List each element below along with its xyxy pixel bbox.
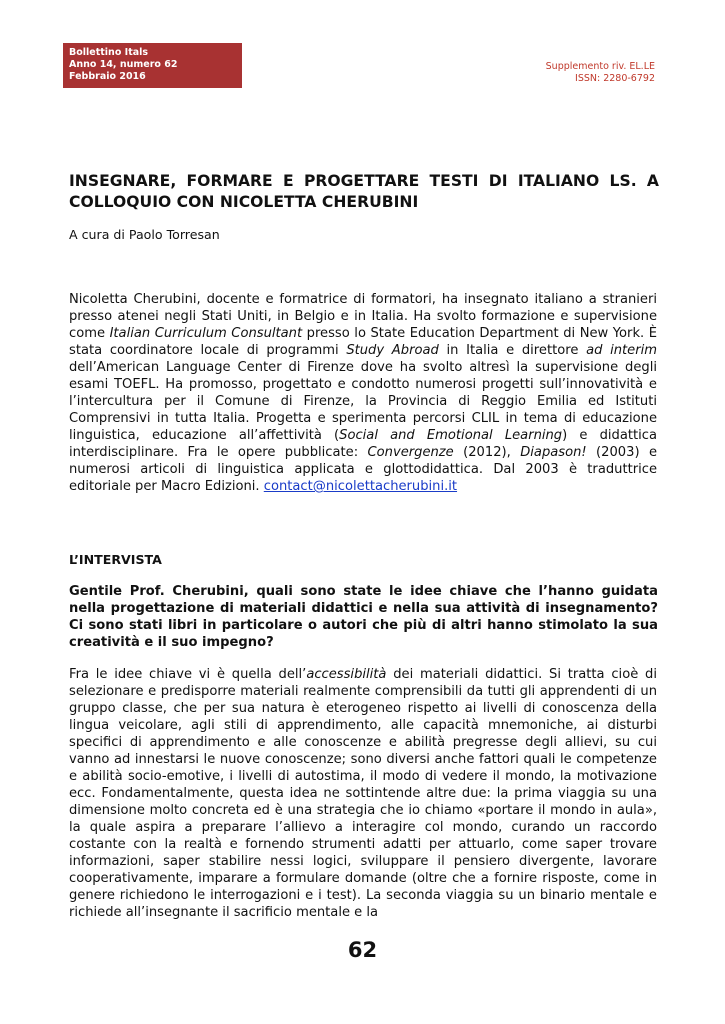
- bio-text: presso lo State Education Department di New York. È stata coordinatore locale di programmi: [69, 326, 658, 358]
- journal-issue: Anno 14, numero 62: [69, 59, 178, 70]
- journal-date: Febbraio 2016: [69, 71, 146, 82]
- section-heading: L’INTERVISTA: [69, 552, 162, 567]
- article-curator: A cura di Paolo Torresan: [69, 227, 220, 242]
- author-email-link[interactable]: contact@nicolettacherubini.it: [263, 479, 458, 494]
- answer-text: Fra le idee chiave vi è quella dell’: [69, 667, 307, 682]
- article-title: INSEGNARE, FORMARE E PROGETTARE TESTI DI ITALIANO LS. A COLLOQUIO CON NICOLETTA CHERUBINI: [69, 172, 659, 211]
- journal-name: Bollettino Itals: [69, 47, 149, 58]
- bio-text: dell’American Language Center di Firenze dove ha svolto altresì la supervisione degli esami TOEFL. Ha promosso, progettato e condotto numerosi progetti sull’innovatività e l’intercultura per il Comune di Firenze, la Provincia di Reggio Emilia ed Istituti Comprensivi in tutta Italia. Progetta e sperimenta percorsi CLIL in tema di educazione linguistica, educazione all’affettività (: [69, 360, 657, 443]
- bio-text: (2012),: [453, 445, 521, 460]
- supplement-name: Supplemento riv. EL.LE: [545, 61, 655, 72]
- author-bio: [69, 291, 657, 495]
- bio-italic: Italian Curriculum Consultant: [109, 326, 303, 341]
- answer-text: dei materiali didattici. Si tratta cioè di selezionare e predisporre materiali realmente comprensibili da tutti gli apprendenti di un gruppo classe, che per sua natura è eterogeneo rispetto ai livelli di conoscenza della lingua veicolare, agli stili di apprendimento, alle capacità mnemoniche, ai disturbi specifici di apprendimento e alle conoscenze e abilità pregresse degli allievi, su cui vanno ad innestarsi le nuove conoscenze; sono diversi anche fattori quali le competenze e abilità socio-emotive, i livelli di autostima, il modo di vedere il mondo, la motivazione ecc. Fondamentalmente, questa idea ne sottintende altre due: la prima viaggia su una dimensione molto concreta ed è una strategia che io chiamo «portare il mondo in aula», la quale aspira a preparare l’allievo a interagire col mondo, curando un raccordo costante con la realtà e fornendo strumenti adatti per attuarlo, come saper trovare informazioni, saper stabilire nessi logici, sviluppare il pensiero divergente, lavorare cooperativamente, imparare a formulare domande (oltre che a fornire risposte, come in genere richiedono le interrogazioni e i test). La seconda viaggia su un binario mentale e richiede all’insegnante il sacrificio mentale e la: [69, 667, 657, 920]
- interview-answer: [69, 666, 657, 921]
- bio-italic: Convergenze: [367, 445, 454, 460]
- supplement-issn: ISSN: 2280-6792: [575, 73, 655, 84]
- bio-italic: ad interim: [586, 343, 657, 358]
- bio-italic: Diapason!: [520, 445, 587, 460]
- bio-italic: Social and Emotional Learning: [339, 428, 563, 443]
- bio-text: (2003) e numerosi articoli di linguistica applicata e glottodidattica. Dal 2003 è traduttrice editoriale per Macro Edizioni.: [69, 445, 658, 494]
- journal-masthead: [63, 43, 242, 88]
- bio-italic: Study Abroad: [346, 343, 439, 358]
- interview-question: Gentile Prof. Cherubini, quali sono state le idee chiave che l’hanno guidata nella progettazione di materiali didattici e nella sua attività di insegnamento? Ci sono stati libri in particolare o autori che più di altri hanno stimolato la sua creatività e il suo impegno?: [69, 584, 658, 650]
- page-number: 62: [347, 938, 378, 962]
- bio-text: ) e didattica interdisciplinare. Fra le opere pubblicate:: [69, 428, 657, 460]
- answer-italic: accessibilità: [306, 667, 387, 682]
- supplement-info: [546, 61, 655, 85]
- bio-text: Nicoletta Cherubini, docente e formatrice di formatori, ha insegnato italiano a stranieri presso atenei negli Stati Uniti, in Belgio e in Italia. Ha svolto formazione e supervisione come: [69, 292, 657, 341]
- bio-text: in Italia e direttore: [438, 343, 587, 358]
